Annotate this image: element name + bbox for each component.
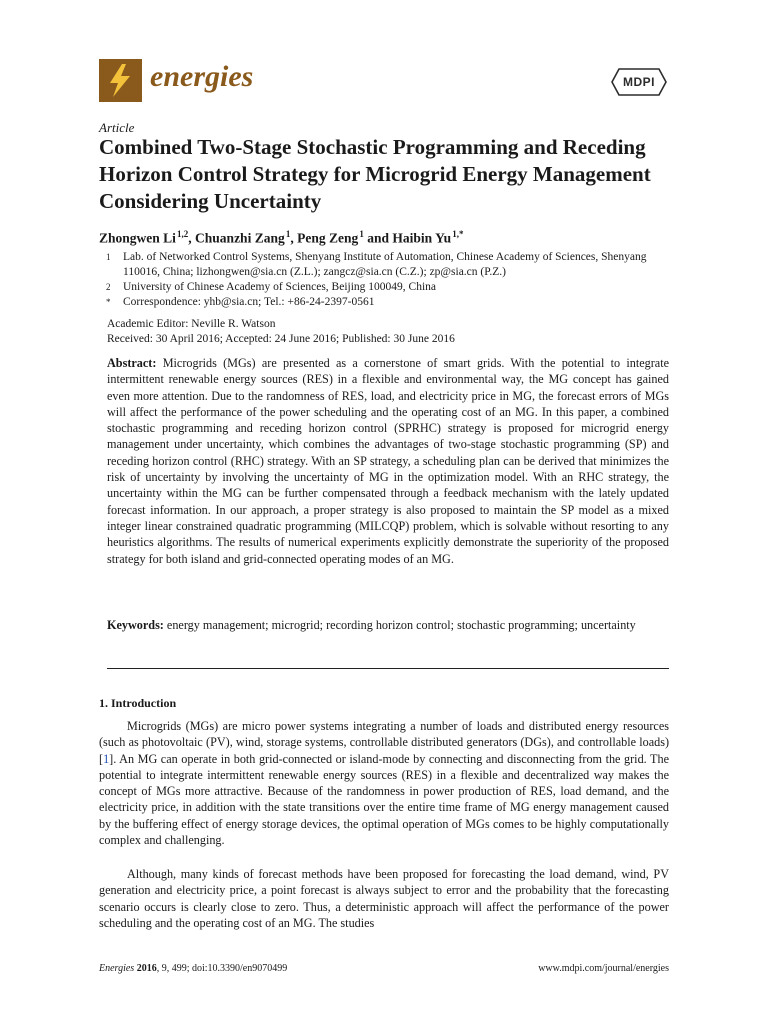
divider [107, 668, 669, 669]
author-affiliation-mark: 1 [359, 229, 364, 239]
affiliation-text: Lab. of Networked Control Systems, Shenyang Institute of Automation, Chinese Academy of Sciences, Shenyang 110016, China; lizhongwen@sia.cn (Z.L.); zangcz@sia.cn (C.Z.); zp@sia.cn (P.Z.) [123, 251, 647, 278]
keywords [107, 617, 669, 633]
publisher-logo [611, 67, 667, 97]
paragraph-text: ]. An MG can operate in both grid-connected or island-mode by connecting and disconnecting from the grid. The potential to integrate intermittent renewable energy sources (RES) in a flexible and decentralized way makes the concept of MGs more attractive. Because of the randomness in power production of RES, load demand, and the electricity price, in addition with the state transitions over the entire time frame of MG energy management caused by the buffering effect of energy storage devices, the optimal operation of MGs comes to be highly computationally complex and challenging. [99, 751, 669, 848]
correspondence [106, 295, 683, 310]
author-name: Haibin Yu [392, 230, 452, 246]
publisher-name: MDPI [623, 75, 655, 89]
section-heading: 1. Introduction [99, 696, 177, 710]
author-name: Peng Zeng [297, 230, 359, 246]
footer-year: 2016 [136, 963, 157, 974]
academic-editor: Academic Editor: Neville R. Watson [107, 318, 276, 330]
publication-dates: Received: 30 April 2016; Accepted: 24 June 2016; Published: 30 June 2016 [107, 333, 455, 345]
affiliation-mark: 1 [106, 252, 111, 262]
paragraph [99, 718, 669, 848]
citation-link[interactable]: 1 [103, 751, 110, 766]
correspondence-mark: * [106, 297, 111, 307]
footer-url[interactable]: www.mdpi.com/journal/energies [538, 963, 669, 974]
author-name: Chuanzhi Zang [195, 230, 285, 246]
paragraph-text: Microgrids (MGs) are micro power systems integrating a number of loads and distributed energy resources (such as photovoltaic (PV), wind, storage systems, controllable distributed generators (DGs), and controllable loads) [ [99, 719, 669, 766]
article-title: Combined Two-Stage Stochastic Programming and Receding Horizon Control Strategy for Microgrid Energy Management Considering Uncertainty [99, 135, 651, 213]
affiliation-mark: 2 [106, 282, 111, 292]
keywords-label: Keywords: [107, 618, 164, 632]
lightning-icon [99, 59, 142, 102]
affiliation [106, 280, 683, 295]
author-affiliation-mark: 1,* [452, 229, 464, 239]
abstract-text: Microgrids (MGs) are presented as a cornerstone of smart grids. With the potential to integrate intermittent renewable energy sources (RES) in a flexible and environmental way, the MG concept has gained even more attention. Due to the randomness of RES, load, and electricity price in MG, the forecast errors of MGs will affect the performance of the power scheduling and the operating cost of an MG. In this paper, a combined stochastic programming and receding horizon control (SPRHC) strategy is proposed for microgrid energy management under uncertainty, which combines the advantages of two-stage stochastic programming (SP) and receding horizon control (RHC) strategy. With an SP strategy, a scheduling plan can be derived that minimizes the risk of uncertainty by involving the uncertainty of MG in the optimization model. With an RHC strategy, the uncertainty within the MG can be further compensated through a feedback mechanism with the lately updated forecast information. In our approach, a proper strategy is also proposed to maintain the SP model as a mixed integer linear constrained quadratic programming (MILCQP) problem, which is solvable without resorting to any heuristics algorithms. The results of numerical experiments explicitly demonstrate the superiority of the proposed strategy for both island and grid-connected operating modes of an MG. [107, 356, 669, 566]
abstract-label: Abstract: [107, 356, 157, 370]
paragraph: Although, many kinds of forecast methods have been proposed for forecasting the load demand, wind, PV generation and electricity price, a point forecast is always subject to error and the probability that the forecasting scenario occurs is clearly close to zero. Thus, a deterministic approach will affect the performance of the power scheduling and the operating cost of an MG. The studies [99, 867, 669, 930]
author-name: Zhongwen Li [99, 230, 176, 246]
author-separator: , [290, 230, 298, 246]
article-type: Article [99, 120, 135, 135]
footer-citation-rest: , 9, 499; doi:10.3390/en9070499 [156, 963, 288, 974]
author-separator: and [363, 230, 393, 246]
correspondence-text: Correspondence: yhb@sia.cn; Tel.: +86-24-2397-0561 [123, 296, 375, 308]
author-affiliation-mark: 1 [285, 229, 291, 239]
author-separator: , [188, 230, 196, 246]
footer-journal: Energies [99, 963, 135, 974]
affiliation [106, 250, 683, 280]
abstract [107, 355, 669, 567]
footer-citation [99, 963, 287, 974]
journal-logo [99, 59, 142, 102]
author-list [99, 229, 463, 247]
keywords-text: energy management; microgrid; recording horizon control; stochastic programming; uncertainty [166, 618, 636, 632]
journal-name: energies [150, 60, 254, 93]
affiliation-text: University of Chinese Academy of Sciences, Beijing 100049, China [123, 281, 436, 293]
author-affiliation-mark: 1,2 [177, 229, 189, 239]
